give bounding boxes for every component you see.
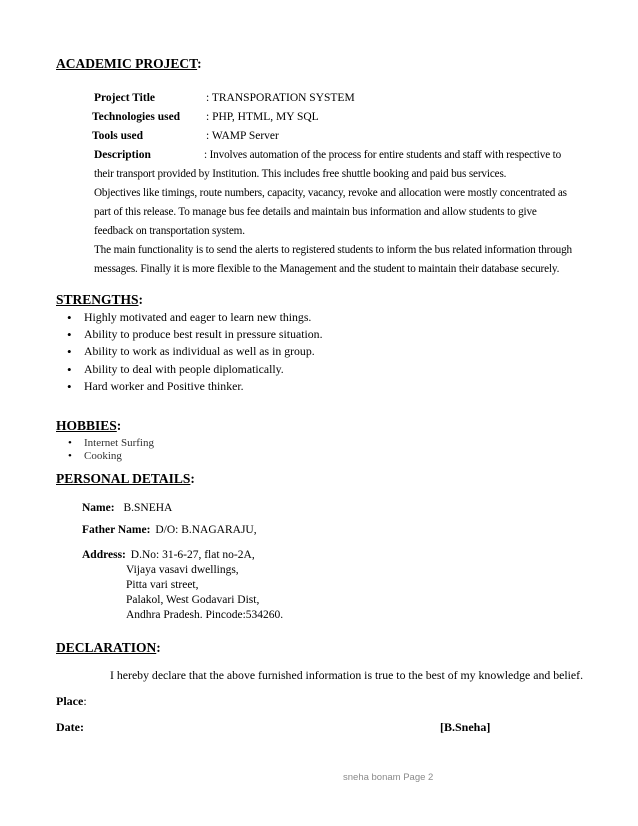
date-label: Date: [56, 720, 84, 734]
name-row [82, 502, 172, 514]
list-item: • Ability to produce best result in pressure situation. [58, 326, 323, 343]
technologies-label: Technologies used [92, 111, 181, 123]
description-line: part of this release. To manage bus fee details and maintain bus information and allow students to give [94, 206, 537, 218]
page-footer: sneha bonam Page 2 [343, 772, 434, 783]
address-row [82, 549, 255, 561]
hobbies-title: HOBBIES [56, 418, 117, 433]
project-title-value: : TRANSPORATION SYSTEM [206, 92, 355, 104]
address-line: Pitta vari street, [126, 579, 199, 591]
technologies-value: : PHP, HTML, MY SQL [206, 111, 319, 123]
academic-project-title: ACADEMIC PROJECT [56, 56, 198, 71]
list-item: • Ability to deal with people diplomatically. [58, 361, 323, 378]
description-value: : Involves automation of the process for entire students and staff with respective to [204, 149, 562, 161]
description-line: messages. Finally it is more flexible to the Management and the student to maintain their database securely. [94, 263, 560, 275]
father-name-row [82, 524, 257, 536]
project-title-label: Project Title [94, 92, 155, 104]
strengths-list [58, 309, 323, 395]
declaration-text: I hereby declare that the above furnished information is true to the best of my knowledge and belief. [110, 668, 584, 682]
address-line: Vijaya vasavi dwellings, [126, 564, 239, 576]
list-item: • Hard worker and Positive thinker. [58, 378, 323, 395]
place-label: Place [56, 694, 84, 708]
description-line: Objectives like timings, route numbers, capacity, vacancy, revoke and allocation were mostly concentrated as [94, 187, 567, 199]
description-label: Description [94, 149, 151, 161]
description-line: their transport provided by Institution. This includes free shuttle booking and paid bus services. [94, 168, 507, 180]
strengths-heading: STRENGTHS: [56, 292, 144, 307]
personal-details-title: PERSONAL DETAILS [56, 471, 191, 486]
hobbies-heading: HOBBIES: [56, 418, 122, 433]
list-item: • Highly motivated and eager to learn new things. [58, 309, 323, 326]
strengths-title: STRENGTHS [56, 292, 139, 307]
address-line: Palakol, West Godavari Dist, [126, 594, 260, 606]
signature: [B.Sneha] [440, 720, 491, 734]
tools-label: Tools used [92, 130, 144, 142]
address-line: D.No: 31-6-27, flat no-2A, [130, 549, 255, 561]
list-item: • Internet Surfing [58, 437, 154, 450]
description-line: The main functionality is to send the alerts to registered students to inform the bus related information through [94, 244, 572, 256]
personal-details-heading: PERSONAL DETAILS: [56, 471, 195, 486]
tools-value: : WAMP Server [206, 130, 279, 142]
hobbies-list [58, 437, 154, 463]
name-value: B.SNEHA [123, 502, 173, 514]
declaration-heading: DECLARATION: [56, 640, 161, 655]
address-line: Andhra Pradesh. Pincode:534260. [126, 609, 284, 621]
name-label: Name: [82, 502, 115, 514]
father-name-label: Father Name: [82, 524, 151, 536]
academic-project-heading: ACADEMIC PROJECT: [56, 56, 202, 71]
father-name-value: D/O: B.NAGARAJU, [155, 524, 257, 536]
declaration-title: DECLARATION [56, 640, 157, 655]
address-label: Address: [82, 549, 126, 561]
place-row: Place: [56, 694, 87, 708]
list-item: • Cooking [58, 450, 154, 463]
list-item: • Ability to work as individual as well as in group. [58, 343, 323, 360]
description-line: feedback on transportation system. [94, 225, 245, 237]
